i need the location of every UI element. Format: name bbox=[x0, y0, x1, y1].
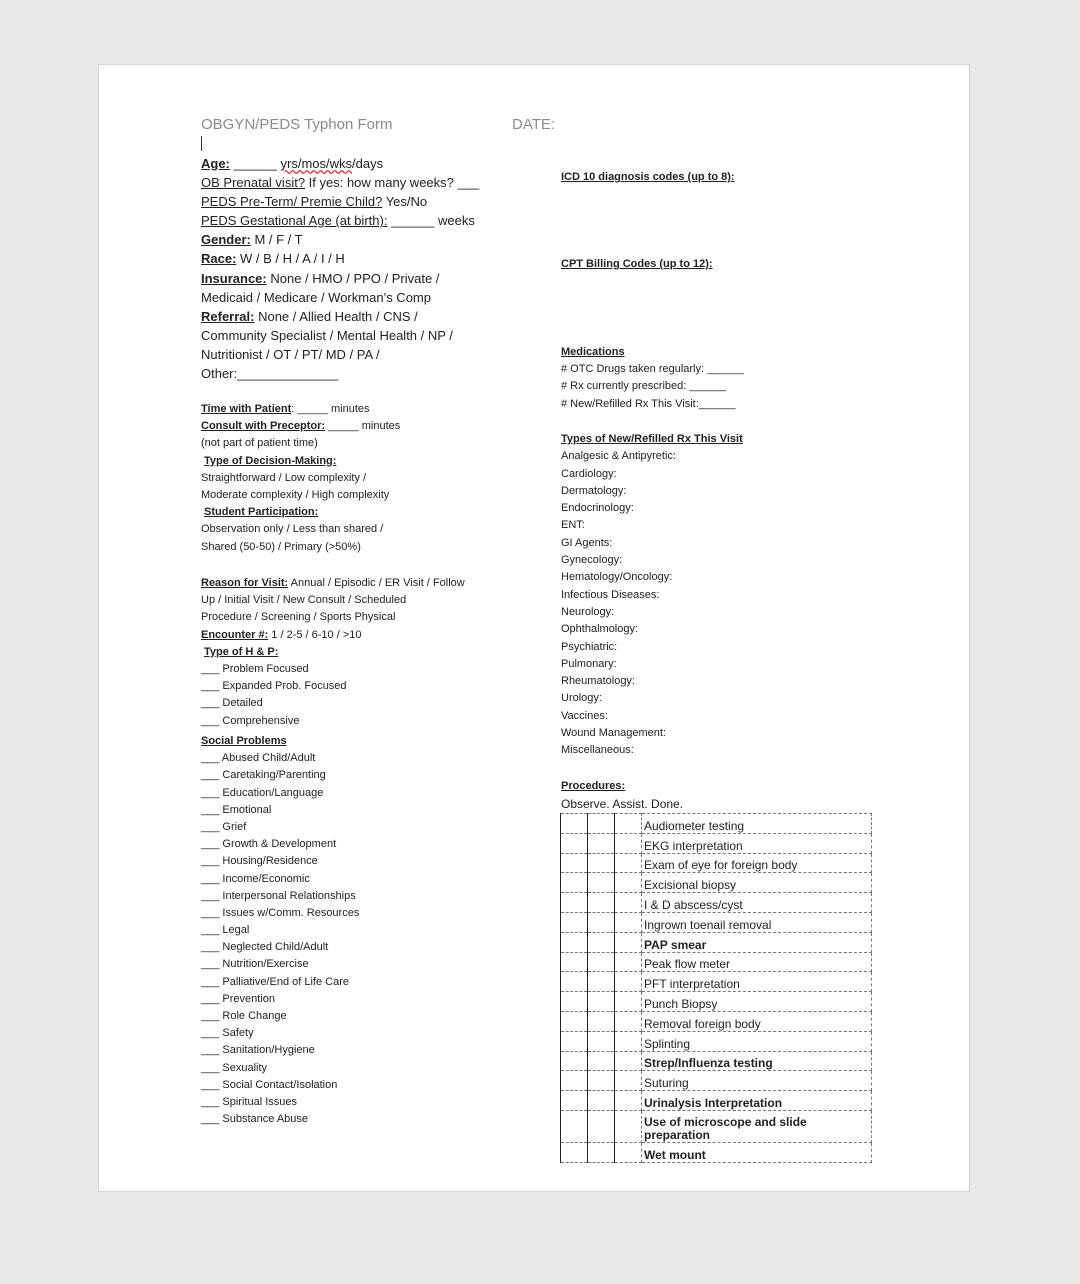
form-line bbox=[201, 230, 531, 249]
field-value: None / Allied Health / CNS / bbox=[254, 308, 418, 324]
field-value: ___ Expanded Prob. Focused bbox=[201, 680, 347, 693]
field-value: Other:______________ bbox=[201, 366, 339, 382]
procedure-observe-cell[interactable] bbox=[561, 833, 588, 853]
procedure-assist-cell[interactable] bbox=[588, 992, 615, 1012]
procedure-assist-cell[interactable] bbox=[588, 1110, 615, 1142]
form-line bbox=[201, 575, 531, 592]
procedure-row bbox=[561, 814, 872, 834]
form-line bbox=[201, 418, 531, 435]
rx-type-item: Psychiatric: bbox=[561, 640, 618, 653]
field-label: PEDS Gestational Age (at birth): bbox=[201, 213, 388, 229]
field-value: Observation only / Less than shared / bbox=[201, 523, 384, 536]
procedure-name: Exam of eye for foreign body bbox=[642, 853, 872, 873]
procedure-observe-cell[interactable] bbox=[561, 1091, 588, 1111]
medication-line: # OTC Drugs taken regularly: ______ bbox=[561, 363, 744, 376]
form-line bbox=[201, 470, 531, 487]
form-page bbox=[98, 64, 970, 1192]
social-problem-item: ___ Growth & Development bbox=[201, 838, 337, 851]
form-line bbox=[201, 211, 531, 230]
social-problem-item: ___ Abused Child/Adult bbox=[201, 752, 316, 765]
field-label: Referral: bbox=[201, 308, 255, 324]
procedure-done-cell[interactable] bbox=[615, 1110, 642, 1142]
procedure-assist-cell[interactable] bbox=[588, 1091, 615, 1111]
form-line bbox=[201, 644, 531, 661]
social-problem-item: ___ Palliative/End of Life Care bbox=[201, 975, 349, 988]
procedure-row bbox=[561, 992, 872, 1012]
form-line bbox=[201, 627, 531, 644]
field-units: yrs/mos/wks bbox=[280, 156, 352, 171]
procedure-done-cell[interactable] bbox=[615, 814, 642, 834]
social-problem-item: ___ Caretaking/Parenting bbox=[201, 769, 326, 782]
procedure-row bbox=[561, 1031, 872, 1051]
time-section bbox=[201, 401, 531, 556]
field-label: Race: bbox=[201, 251, 237, 267]
social-problem-item: ___ Emotional bbox=[201, 803, 272, 816]
field-label: Type of Decision-Making: bbox=[204, 454, 337, 467]
rx-type-item: Ophthalmology: bbox=[561, 623, 639, 636]
field-value: Up / Initial Visit / New Consult / Scheduled bbox=[201, 594, 407, 607]
procedure-observe-cell[interactable] bbox=[561, 893, 588, 913]
field-label: Consult with Preceptor: bbox=[201, 420, 326, 433]
social-problem-item: ___ Legal bbox=[201, 924, 250, 937]
procedure-observe-cell[interactable] bbox=[561, 1110, 588, 1142]
field-value: Nutritionist / OT / PT/ MD / PA / bbox=[201, 346, 380, 362]
social-problem-item: ___ Spiritual Issues bbox=[201, 1095, 297, 1108]
field-value: (not part of patient time) bbox=[201, 437, 318, 450]
form-line bbox=[201, 288, 531, 307]
social-problem-item: ___ Sanitation/Hygiene bbox=[201, 1044, 315, 1057]
procedure-row bbox=[561, 1110, 872, 1142]
procedure-assist-cell[interactable] bbox=[588, 1071, 615, 1091]
field-units-suffix: /days bbox=[352, 156, 384, 171]
procedure-done-cell[interactable] bbox=[615, 833, 642, 853]
procedures-title bbox=[561, 780, 625, 792]
form-line bbox=[201, 401, 531, 418]
form-line bbox=[201, 678, 531, 695]
visit-section bbox=[201, 575, 531, 730]
procedure-done-cell[interactable] bbox=[615, 1142, 642, 1162]
procedure-done-cell[interactable] bbox=[615, 932, 642, 952]
procedure-done-cell[interactable] bbox=[615, 972, 642, 992]
procedure-name: Suturing bbox=[642, 1071, 872, 1091]
field-value: ______ bbox=[229, 156, 281, 171]
procedure-assist-cell[interactable] bbox=[588, 853, 615, 873]
procedure-done-cell[interactable] bbox=[615, 853, 642, 873]
field-value: Yes/No bbox=[382, 194, 428, 210]
procedure-name: PAP smear bbox=[642, 932, 872, 952]
field-value: Straightforward / Low complexity / bbox=[201, 471, 367, 484]
procedure-assist-cell[interactable] bbox=[588, 932, 615, 952]
field-label: Type of H & P: bbox=[204, 645, 279, 658]
form-line bbox=[201, 269, 531, 288]
rx-type-item: Analgesic & Antipyretic: bbox=[561, 450, 676, 463]
rx-type-item: Endocrinology: bbox=[561, 502, 634, 515]
procedure-name: Strep/Influenza testing bbox=[642, 1051, 872, 1071]
rx-types-title: Types of New/Refilled Rx This Visit bbox=[561, 433, 743, 445]
field-label: Encounter #: bbox=[201, 628, 269, 641]
field-value: Moderate complexity / High complexity bbox=[201, 488, 390, 501]
procedure-name: Urinalysis Interpretation bbox=[642, 1091, 872, 1111]
procedures-title-text: Procedures: bbox=[561, 780, 626, 792]
procedure-observe-cell[interactable] bbox=[561, 1051, 588, 1071]
form-line bbox=[201, 307, 531, 326]
procedure-row bbox=[561, 1142, 872, 1162]
procedure-observe-cell[interactable] bbox=[561, 1071, 588, 1091]
form-line bbox=[201, 249, 531, 268]
procedure-done-cell[interactable] bbox=[615, 1011, 642, 1031]
social-problem-item: ___ Interpersonal Relationships bbox=[201, 889, 356, 902]
procedure-row bbox=[561, 972, 872, 992]
field-value: ______ weeks bbox=[387, 213, 475, 229]
field-value: _____ minutes bbox=[325, 420, 401, 433]
social-problem-item: ___ Substance Abuse bbox=[201, 1113, 309, 1126]
procedure-assist-cell[interactable] bbox=[588, 814, 615, 834]
medications-section bbox=[561, 344, 881, 413]
social-problem-item: ___ Prevention bbox=[201, 992, 275, 1005]
procedure-row bbox=[561, 1071, 872, 1091]
field-value: : _____ minutes bbox=[291, 403, 370, 415]
procedure-done-cell[interactable] bbox=[615, 1031, 642, 1051]
field-label: Age: bbox=[201, 156, 230, 171]
procedure-row bbox=[561, 893, 872, 913]
rx-types-section bbox=[561, 431, 881, 760]
social-problem-item: ___ Issues w/Comm. Resources bbox=[201, 906, 360, 919]
procedure-name: Excisional biopsy bbox=[642, 873, 872, 893]
field-label: Student Participation: bbox=[204, 506, 319, 519]
procedure-row bbox=[561, 932, 872, 952]
procedure-done-cell[interactable] bbox=[615, 873, 642, 893]
field-value: Procedure / Screening / Sports Physical bbox=[201, 611, 396, 624]
social-problem-item: ___ Sexuality bbox=[201, 1061, 268, 1074]
field-value: Annual / Episodic / ER Visit / Follow bbox=[288, 577, 465, 589]
form-line bbox=[201, 661, 531, 678]
form-line bbox=[201, 192, 531, 211]
procedure-observe-cell[interactable] bbox=[561, 912, 588, 932]
procedure-done-cell[interactable] bbox=[615, 952, 642, 972]
rx-type-item: Miscellaneous: bbox=[561, 744, 634, 757]
field-value: ___ Detailed bbox=[201, 697, 263, 710]
field-value: 1 / 2-5 / 6-10 / >10 bbox=[268, 628, 362, 641]
form-line bbox=[201, 453, 531, 470]
form-line bbox=[201, 695, 531, 712]
procedure-assist-cell[interactable] bbox=[588, 1011, 615, 1031]
rx-type-item: Dermatology: bbox=[561, 484, 627, 497]
rx-type-item: Gynecology: bbox=[561, 554, 623, 567]
procedure-observe-cell[interactable] bbox=[561, 814, 588, 834]
date-label: DATE: bbox=[512, 116, 556, 133]
procedure-name: PFT interpretation bbox=[642, 972, 872, 992]
procedure-row bbox=[561, 1051, 872, 1071]
demographics-section bbox=[201, 154, 531, 383]
social-problem-item: ___ Nutrition/Exercise bbox=[201, 958, 309, 971]
procedure-done-cell[interactable] bbox=[615, 1051, 642, 1071]
procedure-name: Ingrown toenail removal bbox=[642, 912, 872, 932]
field-value: ___ Comprehensive bbox=[201, 714, 300, 727]
procedure-done-cell[interactable] bbox=[615, 1091, 642, 1111]
form-title: OBGYN/PEDS Typhon Form bbox=[201, 116, 393, 133]
procedure-done-cell[interactable] bbox=[615, 893, 642, 913]
procedure-done-cell[interactable] bbox=[615, 912, 642, 932]
procedure-observe-cell[interactable] bbox=[561, 932, 588, 952]
social-problem-item: ___ Grief bbox=[201, 820, 247, 833]
medication-line: # New/Refilled Rx This Visit:______ bbox=[561, 397, 736, 410]
form-line bbox=[201, 504, 531, 521]
procedure-observe-cell[interactable] bbox=[561, 952, 588, 972]
rx-type-item: ENT: bbox=[561, 519, 585, 532]
procedure-assist-cell[interactable] bbox=[588, 1031, 615, 1051]
form-line bbox=[201, 364, 531, 383]
procedure-observe-cell[interactable] bbox=[561, 873, 588, 893]
procedure-assist-cell[interactable] bbox=[588, 1142, 615, 1162]
procedure-name: Peak flow meter bbox=[642, 952, 872, 972]
procedure-observe-cell[interactable] bbox=[561, 992, 588, 1012]
field-label: Reason for Visit: bbox=[201, 577, 289, 589]
procedure-assist-cell[interactable] bbox=[588, 833, 615, 853]
field-value: M / F / T bbox=[250, 232, 303, 248]
procedures-table bbox=[560, 813, 872, 1163]
form-line bbox=[201, 609, 531, 626]
procedure-assist-cell[interactable] bbox=[588, 873, 615, 893]
field-value: W / B / H / A / I / H bbox=[236, 251, 345, 267]
form-line bbox=[201, 592, 531, 609]
rx-type-item: Wound Management: bbox=[561, 727, 666, 740]
form-line bbox=[201, 326, 531, 345]
field-value: Medicaid / Medicare / Workman’s Comp bbox=[201, 289, 431, 305]
form-line bbox=[201, 435, 531, 452]
procedure-row bbox=[561, 1091, 872, 1111]
procedure-row bbox=[561, 912, 872, 932]
text-cursor bbox=[201, 136, 202, 151]
procedure-name: I & D abscess/cyst bbox=[642, 893, 872, 913]
rx-type-item: Neurology: bbox=[561, 605, 615, 618]
procedure-row bbox=[561, 873, 872, 893]
social-problem-item: ___ Neglected Child/Adult bbox=[201, 941, 329, 954]
social-problem-item: ___ Income/Economic bbox=[201, 872, 310, 885]
procedure-assist-cell[interactable] bbox=[588, 912, 615, 932]
rx-type-item: Rheumatology: bbox=[561, 675, 635, 688]
form-line bbox=[201, 713, 531, 730]
rx-type-item: Hematology/Oncology: bbox=[561, 571, 673, 584]
form-line bbox=[201, 345, 531, 364]
procedure-row bbox=[561, 853, 872, 873]
field-value: Shared (50-50) / Primary (>50%) bbox=[201, 540, 361, 553]
social-problem-item: ___ Social Contact/Isolation bbox=[201, 1078, 338, 1091]
procedure-observe-cell[interactable] bbox=[561, 972, 588, 992]
field-label: Insurance: bbox=[201, 270, 267, 286]
field-label: OB Prenatal visit? bbox=[201, 175, 306, 191]
rx-type-item: Cardiology: bbox=[561, 467, 617, 480]
social-problem-item: ___ Education/Language bbox=[201, 786, 324, 799]
procedure-name: Splinting bbox=[642, 1031, 872, 1051]
social-problem-item: ___ Role Change bbox=[201, 1010, 287, 1022]
procedure-done-cell[interactable] bbox=[615, 992, 642, 1012]
procedure-row bbox=[561, 833, 872, 853]
procedure-observe-cell[interactable] bbox=[561, 1031, 588, 1051]
field-label: Gender: bbox=[201, 232, 251, 248]
form-line bbox=[201, 487, 531, 504]
procedure-row bbox=[561, 1011, 872, 1031]
rx-type-item: Urology: bbox=[561, 692, 602, 705]
procedure-name: Removal foreign body bbox=[642, 1011, 872, 1031]
procedure-name: Audiometer testing bbox=[642, 814, 872, 834]
social-problem-item: ___ Housing/Residence bbox=[201, 855, 318, 868]
field-value: Community Specialist / Mental Health / NP / bbox=[201, 327, 453, 343]
medications-title: Medications bbox=[561, 346, 625, 358]
procedure-row bbox=[561, 952, 872, 972]
field-value: If yes: how many weeks? ___ bbox=[305, 175, 480, 191]
medication-line: # Rx currently prescribed: ______ bbox=[561, 380, 727, 393]
procedure-name: Wet mount bbox=[642, 1142, 872, 1162]
procedure-name: Use of microscope and slide preparation bbox=[642, 1110, 872, 1142]
form-line bbox=[201, 154, 531, 173]
rx-type-item: Infectious Diseases: bbox=[561, 588, 660, 601]
procedure-name: Punch Biopsy bbox=[642, 992, 872, 1012]
procedure-assist-cell[interactable] bbox=[588, 952, 615, 972]
social-problems-title: Social Problems bbox=[201, 735, 287, 747]
icd-codes-label: ICD 10 diagnosis codes (up to 8): bbox=[561, 171, 735, 183]
field-value: None / HMO / PPO / Private / bbox=[266, 270, 440, 286]
field-label: PEDS Pre-Term/ Premie Child? bbox=[201, 194, 383, 210]
cpt-codes-label: CPT Billing Codes (up to 12): bbox=[561, 258, 713, 270]
procedure-observe-cell[interactable] bbox=[561, 1142, 588, 1162]
procedure-assist-cell[interactable] bbox=[588, 972, 615, 992]
procedure-assist-cell[interactable] bbox=[588, 893, 615, 913]
procedure-assist-cell[interactable] bbox=[588, 1051, 615, 1071]
form-line bbox=[201, 521, 531, 538]
procedure-done-cell[interactable] bbox=[615, 1071, 642, 1091]
procedure-observe-cell[interactable] bbox=[561, 853, 588, 873]
procedure-observe-cell[interactable] bbox=[561, 1011, 588, 1031]
rx-type-item: Vaccines: bbox=[561, 709, 608, 722]
procedure-name: EKG interpretation bbox=[642, 833, 872, 853]
rx-type-item: Pulmonary: bbox=[561, 657, 617, 670]
rx-type-item: GI Agents: bbox=[561, 536, 613, 549]
social-problem-item: ___ Safety bbox=[201, 1027, 254, 1040]
field-label: Time with Patient bbox=[201, 403, 292, 415]
form-line bbox=[201, 173, 531, 192]
social-problems-section bbox=[201, 733, 531, 1128]
procedures-header: Observe. Assist. Done. bbox=[561, 797, 684, 811]
field-value: ___ Problem Focused bbox=[201, 662, 309, 675]
form-line bbox=[201, 539, 531, 556]
